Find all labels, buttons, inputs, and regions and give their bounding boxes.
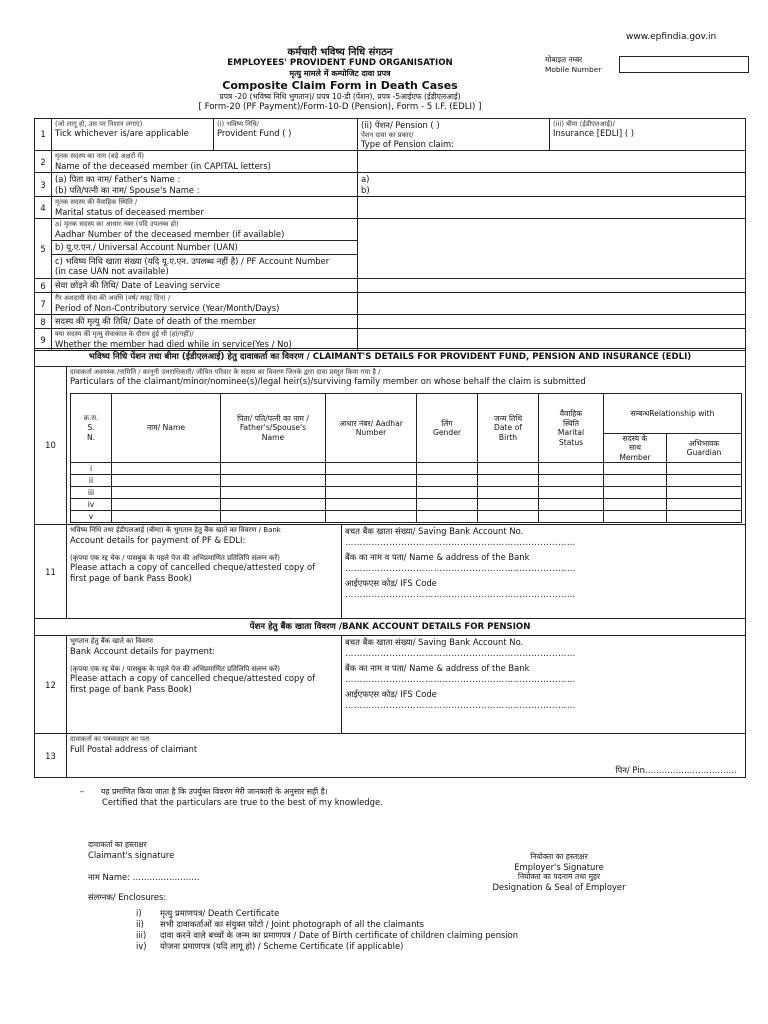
- pf-bank-label: Account details for payment of PF & EDLI:: [70, 535, 246, 546]
- deceased-name-label: Name of the deceased member (in CAPITAL letters): [55, 160, 271, 171]
- row-index: i: [71, 463, 112, 475]
- spouse-name-label: (b) पति/पत्नी का नाम/ Spouse's Name :: [55, 184, 200, 195]
- pension-bank-hindi: भुगतान हेतु बैंक खाते का विवरण: [70, 637, 153, 646]
- pf-bank-note: Please attach a copy of cancelled cheque/attested copy of: [70, 562, 316, 573]
- website-url: www.epfindia.gov.in: [626, 32, 717, 42]
- spouse-name-prefix: b): [361, 184, 370, 195]
- pension-hindi: (ii) पेंशन/ Pension ( ): [361, 120, 440, 130]
- row-8: [35, 315, 746, 329]
- row-index: ii: [71, 475, 112, 487]
- member-header-hindi: सदस्य के: [622, 433, 648, 443]
- row-number: 12: [35, 636, 67, 734]
- org-hindi: कर्मचारी भविष्य निधि संगठन: [287, 47, 393, 58]
- insurance-hindi: (iii) बीमा (ईडीएलआई)/: [553, 120, 615, 128]
- postal-address-hindi: दावाकर्ता का पत्रव्यवहार का पता: [70, 735, 150, 744]
- pension-saving-account-label: बचत बैंक खाता संख्या/ Saving Bank Account No.: [345, 637, 524, 648]
- enclosure-text: दावा करने वाले बच्चों के जन्म का प्रमाणपत्र / Date of Birth certificate of children claiming pension: [160, 930, 519, 940]
- pension-bank-name-input[interactable]: ……………………………………………………………………: [345, 673, 576, 684]
- dob-header-2: Birth: [498, 432, 518, 442]
- marital-header: Marital: [557, 428, 585, 438]
- member-header-hindi-2: साथ: [629, 443, 641, 453]
- table-row: [71, 511, 742, 523]
- member-details-table: [34, 118, 746, 351]
- pension-bank-note-2: first page of bank Pass Book): [70, 683, 192, 694]
- uan-label: b) यू.ए.एन./ Universal Account Number (UAN): [52, 241, 357, 255]
- enclosures-title: संलग्नक/ Enclosures:: [88, 892, 167, 902]
- claimant-signature-hindi: दावाकर्ता का हस्ताक्षर: [88, 840, 147, 849]
- postal-address-label: Full Postal address of claimant: [70, 743, 198, 754]
- tick-hint-hindi: (जो लागू हो, उस पर निशान लगाएं): [55, 120, 143, 128]
- non-contrib-label: Period of Non-Contributory service (Year/Month/Days): [55, 302, 280, 313]
- death-date-field[interactable]: [358, 315, 746, 329]
- list-item: [136, 930, 518, 941]
- row-2: [35, 151, 746, 173]
- pin-code-label: पिन/ Pin……………………………: [615, 764, 737, 775]
- claimant-section-title: भविष्य निधि पेंशन तथा बीमा (ईडीएलआई) हेतु दावाकर्ता का विवरण / CLAIMANT'S DETAILS FOR PROVIDENT FUND, PENSION AND INSURANCE (EDLI): [35, 349, 746, 367]
- row-3: [35, 173, 746, 197]
- claimant-section-header: [35, 349, 746, 367]
- deceased-name-hindi: मृतक सदस्य का नाम (बड़े अक्षरों में): [55, 152, 144, 161]
- claimant-grid: [70, 393, 742, 523]
- mobile-label: [545, 55, 601, 74]
- pension-section-title: पेंशन हेतु बैंक खाता विवरण /BANK ACCOUNT DETAILS FOR PENSION: [35, 619, 746, 636]
- row-number: 1: [35, 119, 52, 151]
- sn-header-hindi: क्र.स.: [83, 414, 99, 423]
- pf-bank-fields: [342, 525, 746, 619]
- table-row: [71, 475, 742, 487]
- row-11: [35, 525, 746, 619]
- pf-bank-note-hindi: (कृपया एक रद्द चेक / पासबुक के पहले पेज की अभिप्रमाणित प्रतिलिपि संलग्न करें): [70, 553, 280, 562]
- row-number: 2: [35, 151, 52, 173]
- member-header: Member: [619, 452, 651, 462]
- leaving-date-label: सेवा छोड़ने की तिथि/ Date of Leaving service: [52, 279, 358, 293]
- table-row: [71, 487, 742, 499]
- non-contrib-field[interactable]: [358, 293, 746, 315]
- marital-header-2: Status: [558, 437, 584, 447]
- employer-signature[interactable]: [484, 852, 634, 892]
- pf-ifs-label: आईएफएस कोड/ IFS Code: [345, 578, 437, 589]
- table-row: [71, 499, 742, 511]
- guardian-header: Guardian: [686, 448, 722, 458]
- row-12: [35, 636, 746, 734]
- pf-bank-name-input[interactable]: ……………………………………………………………………: [345, 562, 576, 573]
- enclosure-text: सभी दावाकर्ताओं का संयुक्त फोटो / Joint photograph of all the claimants: [160, 919, 425, 929]
- row-4: [35, 197, 746, 219]
- claimant-name-field[interactable]: नाम Name: ……………………: [88, 872, 200, 882]
- gender-header-hindi: लिंग: [441, 418, 453, 428]
- tick-label: Tick whichever is/are applicable: [55, 128, 189, 139]
- father-header: Father's/Spouse's: [239, 423, 307, 433]
- row-number: 9: [35, 329, 52, 351]
- employer-seal-hindi: नियोक्ता का पदनाम तथा मुहर: [517, 872, 601, 881]
- pf-ifs-input[interactable]: ……………………………………………………………………: [345, 588, 576, 599]
- row-index: iv: [71, 499, 112, 511]
- sn-header-2: N.: [86, 432, 96, 442]
- sn-header: S.: [87, 423, 95, 433]
- subtitle-hindi: मृत्यु मामले में कम्पोजिट दावा प्रपत्र: [289, 69, 391, 78]
- pf-account-label: c) भविष्य निधि खाता संख्या (यदि यू.ए.एन. उपलब्ध नहीं है) / PF Account Number: [55, 255, 330, 266]
- pf-option[interactable]: [214, 119, 358, 151]
- pf-account-note: (in case UAN not available): [55, 266, 169, 277]
- pension-ifs-input[interactable]: ……………………………………………………………………: [345, 699, 576, 710]
- marital-status-label: Marital status of deceased member: [55, 206, 204, 217]
- mobile-label-english: Mobile Number: [545, 65, 602, 74]
- pf-bank-note-2: first page of bank Pass Book): [70, 572, 192, 583]
- enclosures-list: [136, 908, 518, 952]
- non-contrib-hindi: गैर अंशदायी सेवा की अवधि (वर्ष/ माह/ दिन) /: [55, 294, 171, 303]
- claimant-signature[interactable]: [88, 840, 174, 860]
- row-number: 11: [35, 525, 67, 619]
- pf-saving-account-input[interactable]: ……………………………………………………………………: [345, 536, 576, 547]
- certification-hindi: यह प्रमाणित किया जाता है कि उपर्युक्त विवरण मेरी जानकारी के अनुसार सही है।: [100, 787, 328, 796]
- pf-hindi: (i) भविष्य निधि/: [217, 120, 259, 128]
- postal-address-field[interactable]: [67, 734, 746, 778]
- enclosure-number: ii): [136, 919, 144, 929]
- mobile-label-hindi: मोबाइल नम्बर: [545, 55, 583, 64]
- enclosure-text: मृत्यु प्रमाणपत्र/ Death Certificate: [160, 908, 280, 918]
- forms-hindi: प्रपत्र -20 (भविष्य निधि भुगतान)/ प्रपत्र 10-डी (पेंशन), प्रपत्र -5आईएफ (ईडीएलआई): [219, 92, 461, 101]
- row-index: iii: [71, 487, 112, 499]
- list-item: [136, 919, 518, 930]
- insurance-label: Insurance [EDLI] ( ): [553, 128, 635, 139]
- employer-signature-hindi: नियोक्ता का हस्ताक्षर: [530, 852, 588, 861]
- marital-status-field[interactable]: [358, 197, 746, 219]
- pension-bank-note: Please attach a copy of cancelled cheque/attested copy of: [70, 673, 316, 684]
- dob-header: Date of: [494, 423, 522, 433]
- aadhar-header-2: Number: [355, 428, 387, 438]
- in-service-hindi: क्या सदस्य की मृत्यु सेवाकाल के दौरान हुई थी (हां/नहीं)/: [55, 330, 194, 339]
- enclosure-number: iii): [136, 930, 147, 940]
- claimant-signature-label: Claimant's signature: [88, 850, 175, 860]
- relationship-header: सम्बन्धRelationship with: [604, 393, 742, 433]
- row-number: 3: [35, 173, 52, 197]
- claimant-particulars-hindi: दावाकर्ता अवयस्क /नामिति / कानूनी उत्तराधिकारी/ जीवित परिवार के सदस्य का विवरण जिनके द्वारा दावा प्रस्तुत किया गया है /: [70, 368, 381, 376]
- certification-dash: –: [80, 786, 85, 796]
- row-index: v: [71, 511, 112, 523]
- row-number: 7: [35, 293, 52, 315]
- page-header: [180, 44, 500, 112]
- row-5: [35, 219, 746, 279]
- pf-label: Provident Fund ( ): [217, 128, 292, 139]
- aadhar-hindi: a) मृतक सदस्य का आधार नंबर (यदि उपलब्ध हो): [55, 220, 179, 229]
- org-english: EMPLOYEES' PROVIDENT FUND ORGANISATION: [227, 58, 453, 68]
- pf-bank-name-label: बैंक का नाम व पता/ Name & address of the Bank: [345, 552, 530, 563]
- father-header-hindi: पिता/ पति/पत्नी का नाम /: [237, 413, 309, 423]
- row-1: [35, 119, 746, 151]
- enclosure-number: iv): [136, 941, 147, 951]
- enclosure-number: i): [136, 908, 142, 918]
- gender-header: Gender: [433, 428, 461, 438]
- leaving-date-field[interactable]: [358, 279, 746, 293]
- mobile-number-input[interactable]: [619, 56, 749, 73]
- pension-saving-account-input[interactable]: ……………………………………………………………………: [345, 647, 576, 658]
- pension-option[interactable]: [358, 119, 550, 151]
- pension-bank-note-hindi: (कृपया एक रद्द चेक / पासबुक के पहले पेज की अभिप्रमाणित प्रतिलिपि संलग्न करें): [70, 664, 280, 673]
- row-number: 10: [35, 367, 67, 525]
- pension-ifs-label: आईएफएस कोड/ IFS Code: [345, 689, 437, 700]
- father-name-label: (a) पिता का नाम/ Father's Name :: [55, 174, 181, 185]
- pension-section-header: [35, 619, 746, 636]
- row-6: [35, 279, 746, 293]
- aadhar-label: Aadhar Number of the deceased member (if available): [55, 228, 285, 239]
- row-number: 4: [35, 197, 52, 219]
- row-number: 5: [35, 219, 52, 279]
- row-13: [35, 734, 746, 778]
- pension-bank-label: Bank Account details for payment:: [70, 646, 216, 657]
- aadhar-uan-field[interactable]: [358, 219, 746, 279]
- row-7: [35, 293, 746, 315]
- pension-type-hindi: पेंशन दावा का प्रकार/: [361, 130, 414, 139]
- forms-english: [ Form-20 (PF Payment)/Form-10-D (Pension), Form - 5 I.F. (EDLI) ]: [198, 102, 482, 112]
- marital-header-hindi-2: स्थिति: [563, 418, 579, 428]
- claimant-grid-header: [71, 393, 742, 433]
- claimant-details-table: [34, 348, 746, 778]
- row-number: 6: [35, 279, 52, 293]
- row-number: 13: [35, 734, 67, 778]
- dob-header-hindi: जन्म तिथि: [493, 413, 523, 423]
- pension-bank-name-label: बैंक का नाम व पता/ Name & address of the Bank: [345, 663, 530, 674]
- aadhar-header: आधार नंबर/ Aadhar: [339, 418, 403, 428]
- father-name-prefix: a): [361, 174, 370, 185]
- row-number: 8: [35, 315, 52, 329]
- guardian-header-hindi: अभिभावक: [688, 438, 720, 448]
- claimant-particulars-label: Particulars of the claimant/minor/nominee(s)/legal heir(s)/surviving family member on whose behalf the claim is submitted: [70, 376, 586, 387]
- name-header: नाम/ Name: [112, 393, 221, 462]
- pf-saving-account-label: बचत बैंक खाता संख्या/ Saving Bank Account No.: [345, 526, 524, 537]
- row-10: [35, 367, 746, 525]
- pension-bank-fields: [342, 636, 746, 734]
- enclosure-text: योजना प्रमाणपत्र (यदि लागू हो) / Scheme Certificate (if applicable): [160, 941, 404, 951]
- death-date-label: सदस्य की मृत्यु की तिथि/ Date of death of the member: [52, 315, 358, 329]
- page-title: Composite Claim Form in Death Cases: [222, 79, 458, 92]
- father-spouse-field[interactable]: [358, 173, 746, 197]
- marital-header-hindi: वैवाहिक: [559, 409, 583, 419]
- employer-signature-label: Employer's Signature: [514, 862, 604, 872]
- certification-english: Certified that the particulars are true to the best of my knowledge.: [102, 797, 383, 807]
- list-item: [136, 908, 518, 919]
- insurance-option[interactable]: [550, 119, 746, 151]
- deceased-name-field[interactable]: [358, 151, 746, 173]
- list-item: [136, 941, 518, 952]
- in-service-label: Whether the member had died while in service(Yes / No): [55, 338, 292, 349]
- pf-bank-hindi: भविष्य निधि तथा ईडीएलआई (बीमा) के भुगतान हेतु बैंक खाते का विवरण / Bank: [70, 526, 281, 535]
- marital-status-hindi: मृतक सदस्य की वैवाहिक स्थिति /: [55, 198, 138, 207]
- certification: [80, 786, 328, 797]
- employer-seal-label: Designation & Seal of Employer: [492, 882, 626, 892]
- pension-type-label: Type of Pension claim:: [361, 138, 454, 149]
- table-row: [71, 463, 742, 475]
- father-header-2: Name: [261, 432, 285, 442]
